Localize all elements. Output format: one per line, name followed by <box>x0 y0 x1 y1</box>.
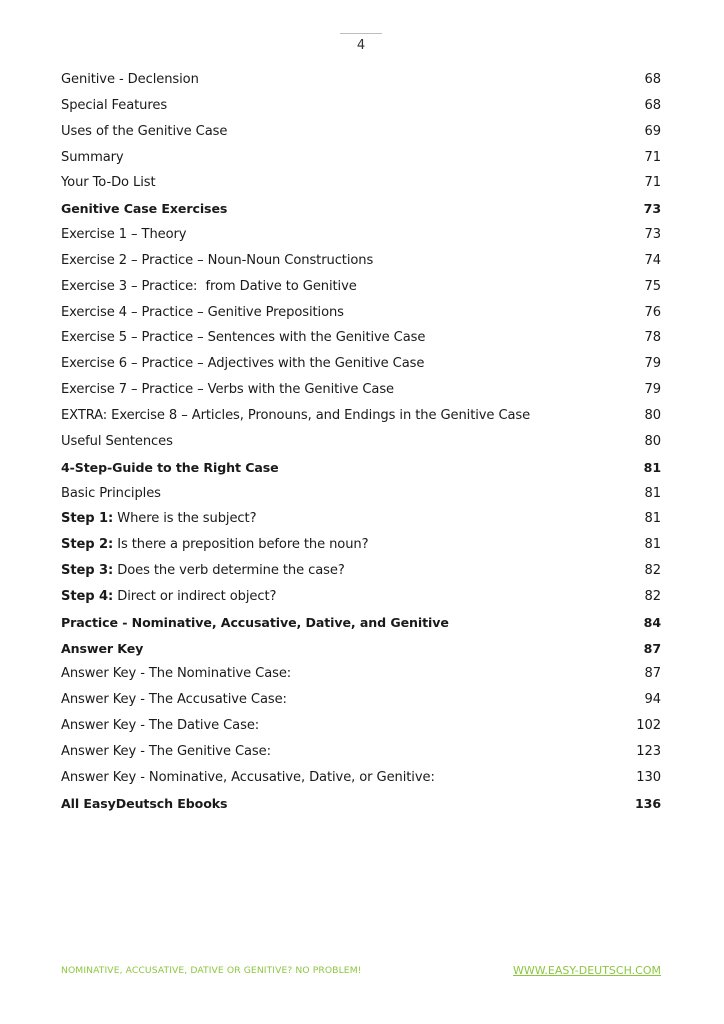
toc-entry[interactable] <box>61 713 661 739</box>
toc-entry-text: Exercise 5 – Practice – Sentences with the Genitive Case <box>61 330 426 346</box>
toc-entry-text: Direct or indirect object? <box>113 588 277 604</box>
toc-entry-title <box>61 713 263 739</box>
toc-entry[interactable] <box>61 558 661 584</box>
toc-entry-title <box>61 532 373 558</box>
toc-entry-title <box>61 429 177 455</box>
header-rule <box>340 33 382 34</box>
toc-entry-title <box>61 377 398 403</box>
toc-entry-text: Is there a preposition before the noun? <box>113 537 373 553</box>
toc-entry-page-number: 81 <box>643 459 661 475</box>
toc-entry[interactable] <box>61 481 661 507</box>
toc-entry-text: 4-Step-Guide to the Right Case <box>61 459 283 475</box>
toc-entry-title <box>61 765 439 791</box>
toc-entry-text: Uses of the Genitive Case <box>61 123 228 139</box>
toc-entry[interactable] <box>61 687 661 713</box>
toc-entry-text: Exercise 3 – Practice: from Dative to Genitive <box>61 278 361 294</box>
toc-entry-page-number: 68 <box>644 97 661 113</box>
toc-entry-page-number: 81 <box>644 485 661 501</box>
toc-entry-page-number: 102 <box>636 718 661 734</box>
toc-entry-page-number: 75 <box>644 278 661 294</box>
toc-entry[interactable] <box>61 791 661 817</box>
toc-entry-title <box>61 300 344 326</box>
toc-entry-title <box>61 403 530 429</box>
toc-entry[interactable] <box>61 739 661 765</box>
toc-entry-text: Basic Principles <box>61 485 165 501</box>
toc-entry[interactable] <box>61 325 661 351</box>
toc-entry-title <box>61 558 349 584</box>
toc-step-label: Step 3: <box>61 563 114 579</box>
toc-entry-page-number: 136 <box>635 795 661 811</box>
toc-entry-text: Summary <box>61 149 128 165</box>
toc-entry-text: Where is the subject? <box>113 511 261 527</box>
toc-entry-title <box>61 67 199 93</box>
toc-entry-title <box>61 248 377 274</box>
toc-entry[interactable] <box>61 351 661 377</box>
toc-entry-text: Answer Key - The Dative Case: <box>61 718 264 734</box>
toc-entry-title <box>61 222 191 248</box>
toc-entry-title <box>61 739 271 765</box>
toc-entry-title <box>61 661 295 687</box>
toc-entry-page-number: 81 <box>644 511 661 527</box>
toc-entry-title <box>61 584 276 610</box>
toc-entry-text: All EasyDeutsch Ebooks <box>61 795 232 811</box>
toc-entry-title <box>61 351 424 377</box>
page-number: 4 <box>356 38 366 53</box>
toc-entry-page-number: 82 <box>644 588 661 604</box>
toc-step-label: Step 1: <box>61 511 114 527</box>
toc-entry-page-number: 84 <box>643 614 661 630</box>
toc-entry[interactable] <box>61 506 661 532</box>
toc-entry[interactable] <box>61 403 661 429</box>
toc-entry[interactable] <box>61 455 661 481</box>
toc-entry[interactable] <box>61 765 661 791</box>
toc-entry-text: Exercise 7 – Practice – Verbs with the Genitive Case <box>61 382 399 398</box>
toc-entry-text: Useful Sentences <box>61 433 177 449</box>
toc-entry-text: Special Features <box>61 97 168 113</box>
toc-entry-page-number: 71 <box>644 175 661 191</box>
toc-entry[interactable] <box>61 248 661 274</box>
toc-entry-text: Genitive Case Exercises <box>61 201 232 217</box>
toc-entry-page-number: 80 <box>644 433 661 449</box>
toc-entry[interactable] <box>61 170 661 196</box>
toc-entry-page-number: 87 <box>643 640 661 656</box>
toc-entry-title <box>61 506 260 532</box>
toc-entry[interactable] <box>61 532 661 558</box>
toc-step-label: Step 4: <box>61 588 114 604</box>
toc-entry-text: Answer Key - The Accusative Case: <box>61 692 287 708</box>
toc-entry[interactable] <box>61 274 661 300</box>
toc-entry-text: EXTRA: Exercise 8 – Articles, Pronouns, and Endings in the Genitive Case <box>61 407 531 423</box>
toc-entry[interactable] <box>61 145 661 171</box>
toc-entry-title <box>61 636 143 662</box>
toc-entry-text: Exercise 6 – Practice – Adjectives with the Genitive Case <box>61 356 425 372</box>
toc-entry[interactable] <box>61 610 661 636</box>
toc-entry-page-number: 74 <box>644 252 661 268</box>
toc-entry-title <box>61 791 232 817</box>
toc-entry[interactable] <box>61 222 661 248</box>
toc-entry-title <box>61 455 283 481</box>
toc-entry[interactable] <box>61 584 661 610</box>
toc-entry-page-number: 81 <box>644 537 661 553</box>
toc-entry-text: Your To-Do List <box>61 175 160 191</box>
toc-entry-page-number: 79 <box>644 356 661 372</box>
toc-entry-page-number: 69 <box>644 123 661 139</box>
toc-entry-page-number: 130 <box>636 769 661 785</box>
toc-entry-page-number: 87 <box>644 666 661 682</box>
toc-entry-title <box>61 93 167 119</box>
toc-entry-page-number: 68 <box>644 72 661 87</box>
table-of-contents <box>61 67 661 816</box>
toc-entry-page-number: 71 <box>644 149 661 165</box>
toc-entry-text: Answer Key <box>61 640 144 656</box>
toc-entry-title <box>61 481 165 507</box>
footer-book-title: NOMINATIVE, ACCUSATIVE, DATIVE OR GENITIVE? NO PROBLEM! <box>61 965 362 976</box>
toc-entry-title <box>61 119 227 145</box>
toc-entry-text: Does the verb determine the case? <box>113 563 349 579</box>
toc-entry[interactable] <box>61 196 661 222</box>
toc-entry-page-number: 82 <box>644 563 661 579</box>
toc-entry-title <box>61 687 287 713</box>
toc-entry-text: Practice - Nominative, Accusative, Dative, and Genitive <box>61 614 454 630</box>
toc-entry-title <box>61 196 232 222</box>
toc-entry[interactable] <box>61 300 661 326</box>
toc-entry-page-number: 76 <box>644 304 661 320</box>
toc-entry-page-number: 80 <box>644 407 661 423</box>
toc-entry-text: Exercise 4 – Practice – Genitive Prepositions <box>61 304 344 320</box>
toc-entry-title <box>61 170 160 196</box>
toc-entry-title <box>61 274 361 300</box>
toc-entry-text: Exercise 1 – Theory <box>61 227 191 243</box>
toc-entry-text: Answer Key - The Genitive Case: <box>61 743 271 759</box>
toc-entry-text: Answer Key - The Nominative Case: <box>61 666 296 682</box>
toc-entry-page-number: 94 <box>644 692 661 708</box>
toc-entry-title <box>61 145 128 171</box>
toc-entry[interactable] <box>61 661 661 687</box>
toc-entry-text: Answer Key - Nominative, Accusative, Dative, or Genitive: <box>61 769 439 785</box>
toc-entry-page-number: 78 <box>644 330 661 346</box>
toc-entry[interactable] <box>61 93 661 119</box>
toc-entry[interactable] <box>61 429 661 455</box>
toc-entry-text: Exercise 2 – Practice – Noun-Noun Constructions <box>61 252 378 268</box>
toc-entry-page-number: 73 <box>643 201 661 217</box>
toc-entry-title <box>61 610 453 636</box>
toc-entry-page-number: 73 <box>644 227 661 243</box>
toc-entry[interactable] <box>61 636 661 662</box>
toc-step-label: Step 2: <box>61 537 114 553</box>
toc-entry[interactable] <box>61 377 661 403</box>
footer-website-link[interactable]: WWW.EASY-DEUTSCH.COM <box>513 964 661 977</box>
toc-entry-page-number: 79 <box>644 382 661 398</box>
toc-entry-title <box>61 325 425 351</box>
toc-entry[interactable] <box>61 119 661 145</box>
toc-entry-text: Genitive - Declension <box>61 72 199 87</box>
toc-entry-page-number: 123 <box>636 743 661 759</box>
toc-entry[interactable] <box>61 67 661 93</box>
